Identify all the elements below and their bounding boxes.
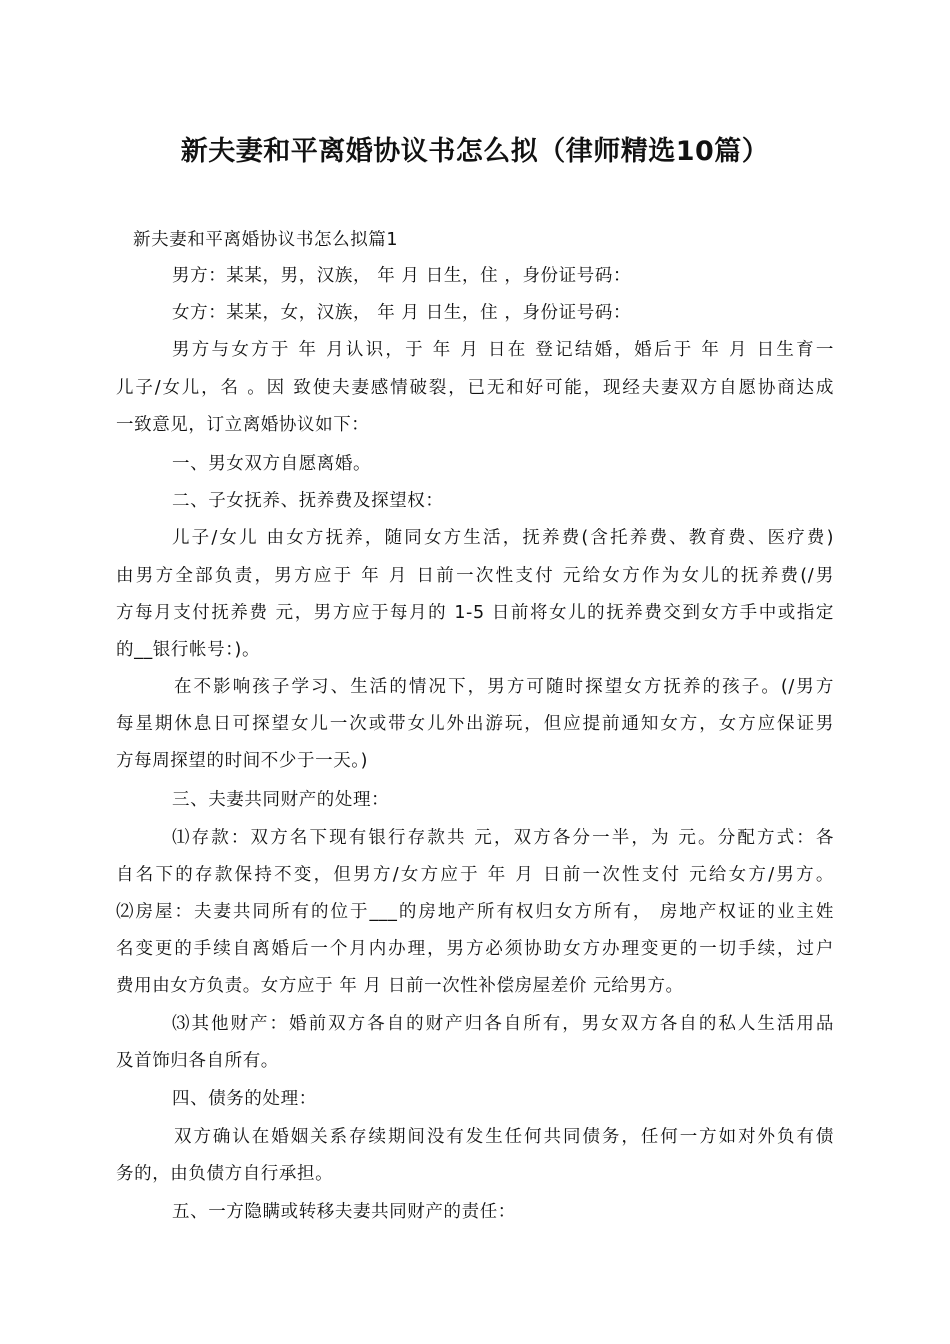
paragraph-line: ⑵房屋：夫妻共同所有的位于___的房地产所有权归女方所有， 房地产权证的业主姓: [116, 902, 834, 922]
clause-heading: 五、一方隐瞒或转移夫妻共同财产的责任：: [172, 1202, 516, 1222]
paragraph-line: ⑴存款：双方名下现有银行存款共 元，双方各分一半，为 元。分配方式：各: [172, 828, 834, 848]
male-party-line: 男方：某某，男，汉族， 年 月 日生，住 ，身份证号码：: [172, 266, 632, 286]
paragraph-line: 一致意见，订立离婚协议如下：: [116, 415, 370, 435]
clause-heading: 二、子女抚养、抚养费及探望权：: [172, 491, 444, 511]
paragraph-line: 每星期休息日可探望女儿一次或带女儿外出游玩，但应提前通知女方，女方应保证男: [116, 714, 834, 734]
paragraph-line: 名变更的手续自离婚后一个月内办理，男方必须协助女方办理变更的一切手续，过户: [116, 939, 834, 959]
paragraph-line: 双方确认在婚姻关系存续期间没有发生任何共同债务，任何一方如对外负有债: [174, 1127, 834, 1147]
paragraph-line: 的__银行帐号：)。: [116, 640, 261, 660]
clause-heading: 四、债务的处理：: [172, 1089, 317, 1109]
document-title: 新夫妻和平离婚协议书怎么拟（律师精选10篇）: [180, 136, 770, 167]
paragraph-line: 男方与女方于 年 月认识，于 年 月 日在 登记结婚，婚后于 年 月 日生育一: [172, 340, 834, 360]
paragraph-line: 务的，由负债方自行承担。: [116, 1164, 334, 1184]
section-heading: 新夫妻和平离婚协议书怎么拟篇1: [133, 230, 399, 250]
paragraph-line: 费用由女方负责。女方应于 年 月 日前一次性补偿房屋差价 元给男方。: [116, 976, 684, 996]
paragraph-line: ⑶其他财产：婚前双方各自的财产归各自所有，男女双方各自的私人生活用品: [172, 1014, 834, 1034]
female-party-line: 女方：某某，女，汉族， 年 月 日生，住 ，身份证号码：: [172, 303, 632, 323]
paragraph-line: 儿子/女儿，名 。因 致使夫妻感情破裂，已无和好可能，现经夫妻双方自愿协商达成: [116, 378, 834, 398]
clause-heading: 三、夫妻共同财产的处理：: [172, 790, 390, 810]
paragraph-line: 方每周探望的时间不少于一天。): [116, 751, 369, 771]
paragraph-line: 在不影响孩子学习、生活的情况下，男方可随时探望女方抚养的孩子。(/男方: [174, 677, 834, 697]
paragraph-line: 方每月支付抚养费 元，男方应于每月的 1-5 日前将女儿的抚养费交到女方手中或指定: [116, 603, 834, 623]
paragraph-line: 儿子/女儿 由女方抚养，随同女方生活，抚养费(含托养费、教育费、医疗费): [172, 528, 834, 548]
paragraph-line: 自名下的存款保持不变，但男方/女方应于 年 月 日前一次性支付 元给女方/男方。: [116, 865, 834, 885]
paragraph-line: 由男方全部负责，男方应于 年 月 日前一次性支付 元给女方作为女儿的抚养费(/男: [116, 566, 834, 586]
clause-heading: 一、男女双方自愿离婚。: [172, 454, 372, 474]
paragraph-line: 及首饰归各自所有。: [116, 1051, 279, 1071]
